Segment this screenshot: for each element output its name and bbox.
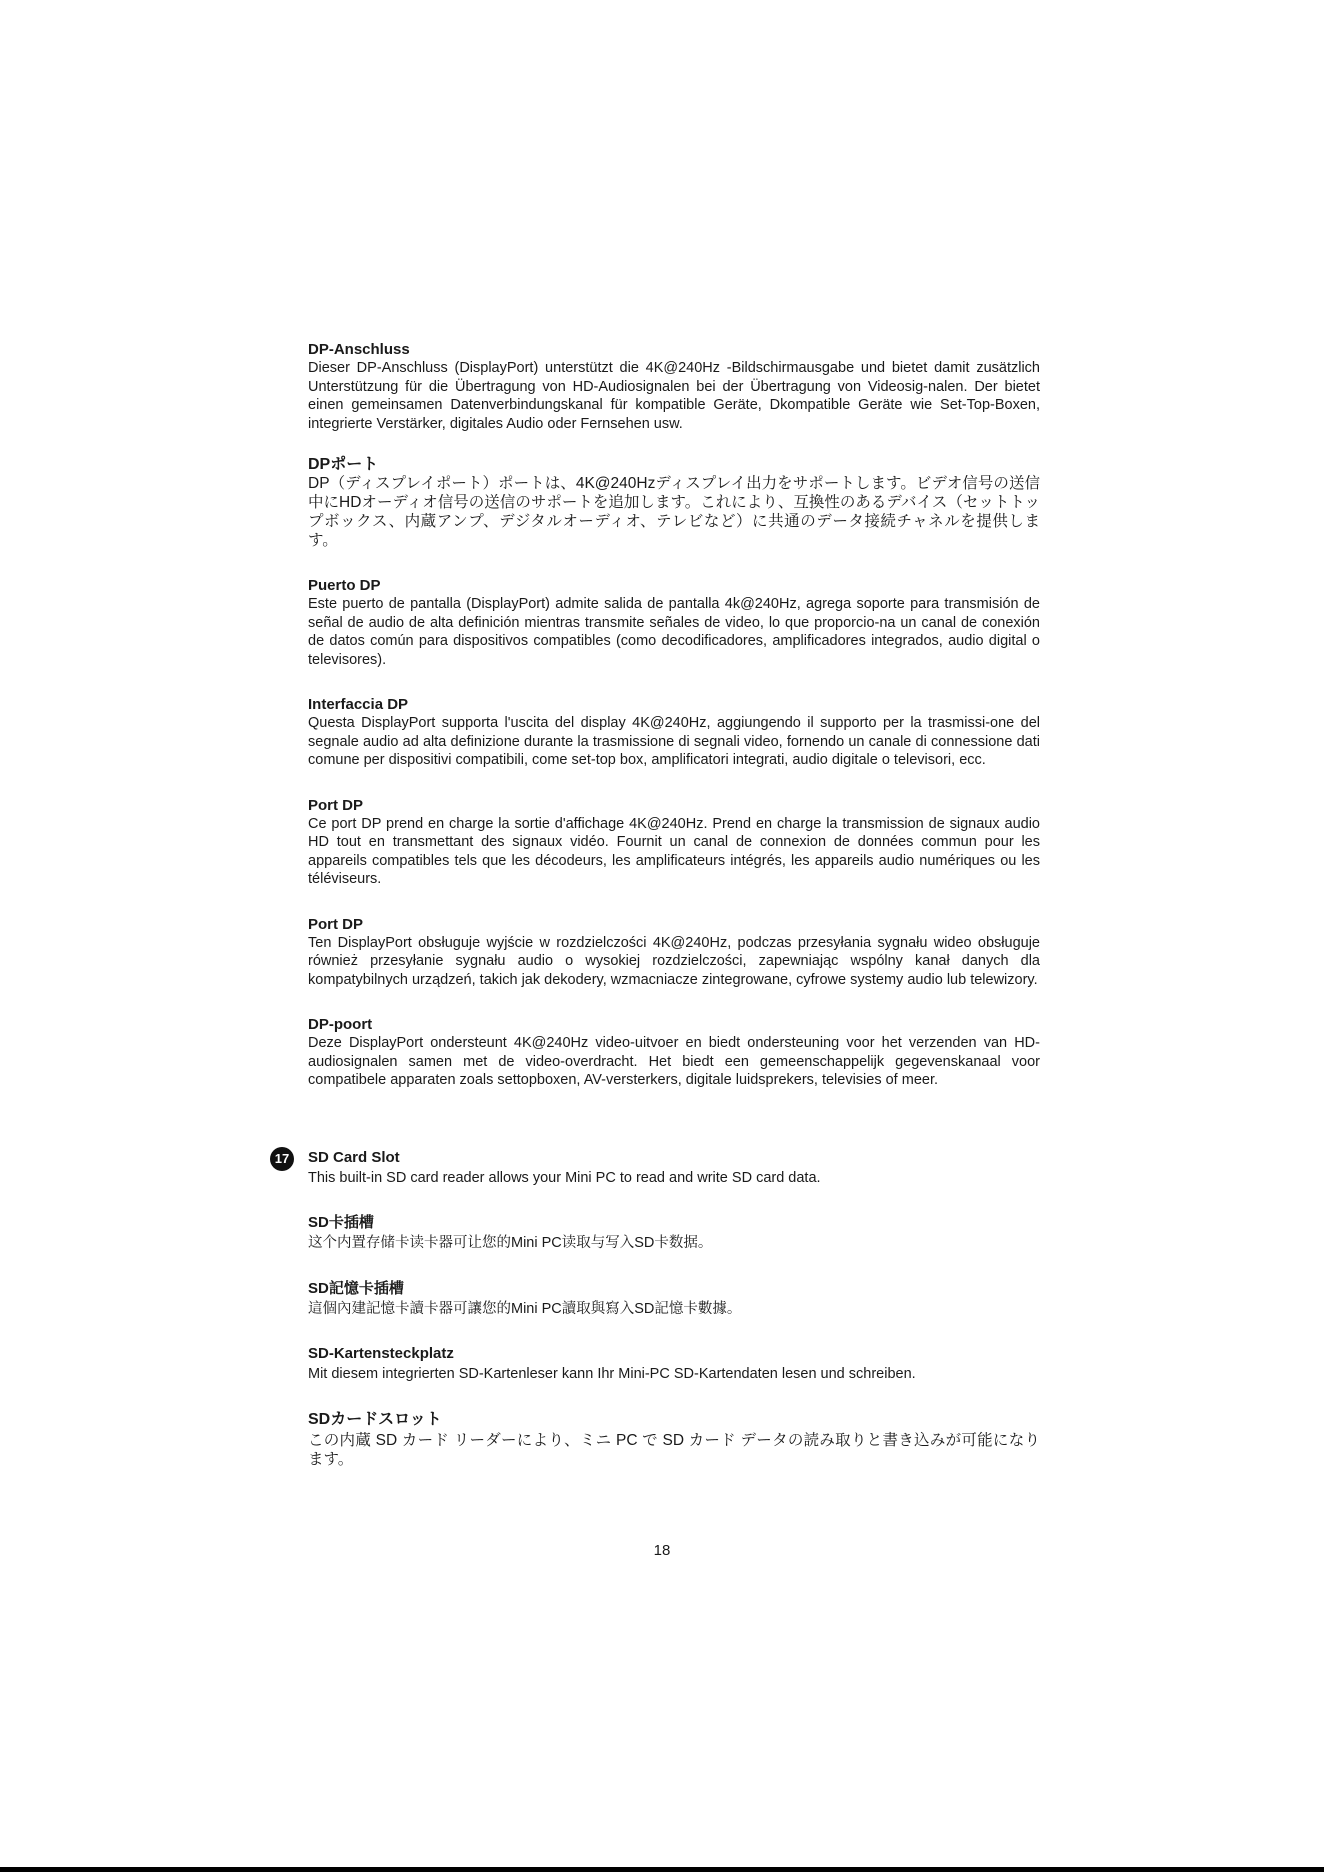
section-text: Questa DisplayPort supporta l'uscita del display 4K@240Hz, aggiungendo il supporto per la trasmissi-one del segnale audio ad alta definizione durante la trasmissione di segnali video, fornendo un canale di connessione dati comune per dispositivi compatibili, come set-top box, amplificatori integrati, audio digitale o televisori, ecc.: [308, 715, 1040, 768]
section-dp-italian: [308, 695, 1040, 770]
section-text: DP（ディスプレイポート）ポートは、4K@240Hzディスプレイ出力をサポートします。ビデオ信号の送信中にHDオーディオ信号の送信のサポートを追加します。これにより、互換性のあるデバイス（セットトップボックス、内蔵アンプ、デジタルオーディオ、テレビなど）に共通のデータ接続チャネルを提供します。: [308, 475, 1040, 549]
section-text: 這個內建記憶卡讀卡器可讓您的Mini PC讀取與寫入SD記憶卡數據。: [308, 1300, 742, 1317]
section-dp-polish: [308, 915, 1040, 990]
section-heading: SD-Kartensteckplatz: [308, 1345, 454, 1362]
bottom-border: [0, 1867, 1324, 1872]
section-text: This built-in SD card reader allows your Mini PC to read and write SD card data.: [308, 1169, 821, 1186]
section-sd-english: [274, 1148, 1040, 1188]
section-text: Ten DisplayPort obsługuje wyjście w rozdzielczości 4K@240Hz, podczas przesyłania sygnału wideo obsługuje również przesyłanie sygnału audio o wysokiej rozdzielczości, zapewniając wspólny kanał danych dla kompatybilnych urządzeń, takich jak dekodery, wzmacniacze zintegrowane, cyfrowe systemy audio lub telewizory.: [308, 934, 1040, 988]
section-dp-japanese: [308, 455, 1040, 550]
section-text: この内蔵 SD カード リーダーにより、ミニ PC で SD カード データの読み取りと書き込みが可能になります。: [308, 1431, 1040, 1468]
section-heading: DP-poort: [308, 1016, 373, 1033]
page-content: [274, 340, 1040, 1489]
section-text: Mit diesem integrierten SD-Kartenleser kann Ihr Mini-PC SD-Kartendaten lesen und schreiben.: [308, 1366, 916, 1382]
page-number: 18: [653, 1542, 671, 1559]
section-heading: DPポート: [308, 456, 379, 473]
section-heading: SD Card Slot: [308, 1148, 400, 1166]
spacer: [308, 1108, 1040, 1148]
section-text: Este puerto de pantalla (DisplayPort) admite salida de pantalla 4k@240Hz, agrega soporte para transmisión de señal de audio de alta definición mientras transmite señales de video, lo que proporcio-na un canal de conexión de datos común para dispositivos compatibles (como decodificadores, amplificadores integrados, audio digital o televisores).: [308, 596, 1040, 668]
section-dp-german: [308, 340, 1040, 433]
section-text: Deze DisplayPort ondersteunt 4K@240Hz video-uitvoer en biedt ondersteuning voor het verzenden van HD-audiosignalen samen met de video-overdracht. Het biedt een gemeenschappelijk gegevenskanaal voor compatibele apparaten zoals settopboxen, AV-versterkers, digitale luidsprekers, televisies of meer.: [308, 1035, 1040, 1088]
section-heading: DP-Anschluss: [308, 341, 410, 358]
section-text: 这个内置存储卡读卡器可让您的Mini PC读取与写入SD卡数据。: [308, 1235, 713, 1251]
sd-card-sections: [274, 1148, 1040, 1469]
section-text: Ce port DP prend en charge la sortie d'affichage 4K@240Hz. Prend en charge la transmission de signaux audio HD tout en transmettant des signaux vidéo. Fournit un canal de connexion de données commun pour les appareils compatibles tels que les décodeurs, les amplificateurs intégrés, les appareils audio numériques ou les téléviseurs.: [308, 815, 1040, 887]
section-dp-spanish: [308, 576, 1040, 669]
section-sd-simplified-chinese: [308, 1213, 1040, 1253]
section-dp-dutch: [308, 1015, 1040, 1090]
section-dp-french: [308, 796, 1040, 889]
section-heading: SD記憶卡插槽: [308, 1279, 404, 1297]
section-heading: SD卡插槽: [308, 1214, 374, 1231]
section-heading: Interfaccia DP: [308, 696, 409, 713]
item-number-badge: 17: [270, 1147, 294, 1171]
section-heading: Port DP: [308, 796, 364, 814]
section-sd-traditional-chinese: [308, 1279, 1040, 1319]
section-sd-japanese: [308, 1410, 1040, 1469]
section-sd-german: [308, 1344, 1040, 1384]
section-heading: SDカードスロット: [308, 1410, 442, 1428]
section-heading: Port DP: [308, 915, 364, 933]
section-heading: Puerto DP: [308, 577, 381, 594]
section-text: Dieser DP-Anschluss (DisplayPort) unterstützt die 4K@240Hz -Bildschirmausgabe und bietet damit zusätzlich Unterstützung für die Übertragung von HD-Audiosignalen bei der Übertragung von Videosig-nalen. Der bietet einen gemeinsamen Datenverbindungskanal für kompatible Geräte, Dkompatible Geräte wie Set-Top-Boxen, integrierte Verstärker, digitales Audio oder Fernsehen usw.: [308, 360, 1040, 432]
